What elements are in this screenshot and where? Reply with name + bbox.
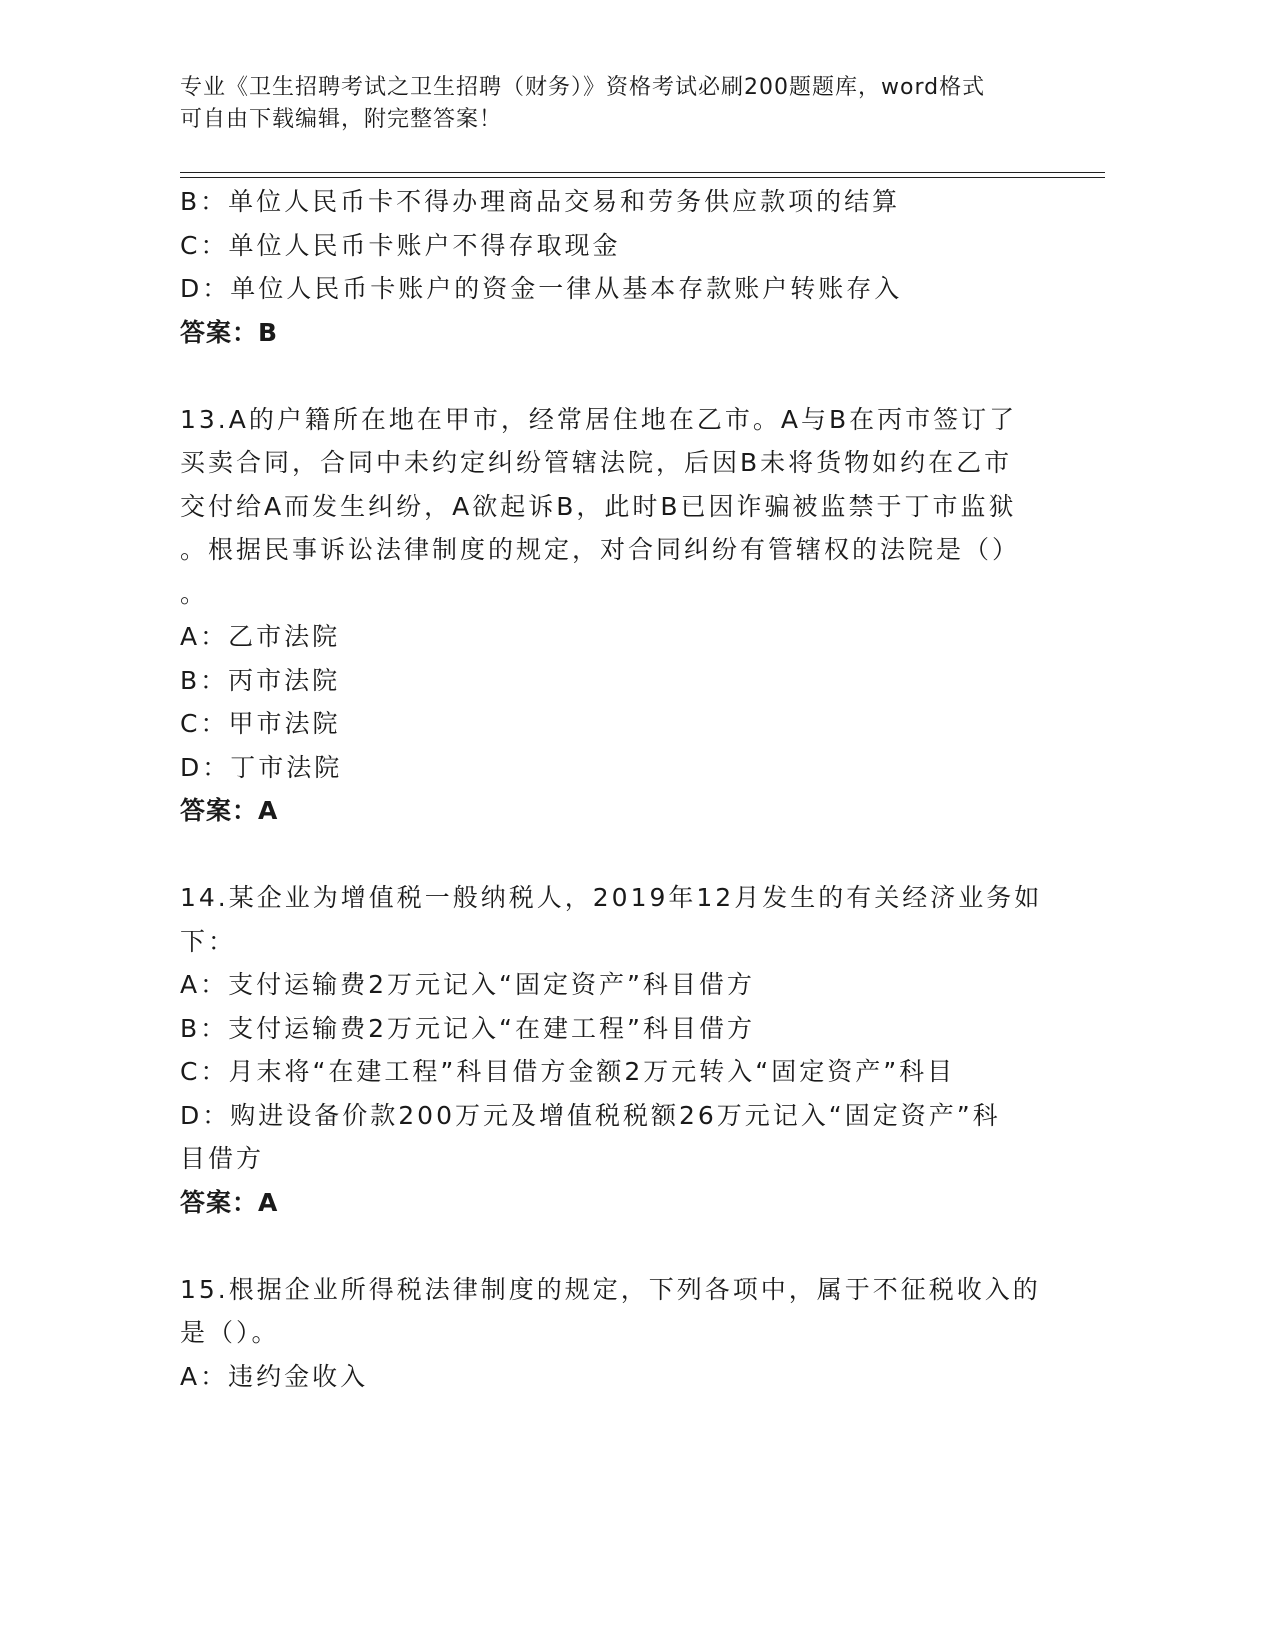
document-body (180, 180, 1050, 1398)
question-stem-line: 。根据民事诉讼法律制度的规定，对合同纠纷有管辖权的法院是（） (180, 535, 1021, 564)
document-header (180, 72, 1060, 136)
answer-line: 答案：A (180, 1187, 279, 1217)
question-15 (180, 1268, 1050, 1399)
option-d: D：丁市法院 (180, 752, 343, 782)
header-divider-top (180, 172, 1105, 173)
option-b: B：支付运输费2万元记入“在建工程”科目借方 (180, 1013, 755, 1043)
spacer (180, 1224, 1050, 1268)
option-c: C：月末将“在建工程”科目借方金额2万元转入“固定资产”科目 (180, 1057, 956, 1086)
question-stem-line: 15.根据企业所得税法律制度的规定，下列各项中，属于不征税收入的 (180, 1274, 1041, 1304)
option-a: A：支付运输费2万元记入“固定资产”科目借方 (180, 970, 755, 999)
question-stem-line: 是（）。 (180, 1318, 280, 1347)
option-d: D：单位人民币卡账户的资金一律从基本存款账户转账存入 (180, 274, 903, 303)
spacer (180, 833, 1050, 877)
answer-line: 答案：A (180, 796, 279, 825)
question-13 (180, 398, 1050, 833)
spacer (180, 354, 1050, 398)
answer-line: 答案：B (180, 317, 279, 347)
option-d: D：购进设备价款200万元及增值税税额26万元记入“固定资产”科 (180, 1100, 1001, 1130)
header-divider-bottom (180, 177, 1105, 178)
question-stem-line: 交付给A而发生纠纷，A欲起诉B，此时B已因诈骗被监禁于丁市监狱 (180, 491, 1017, 521)
question-stem-line: 14.某企业为增值税一般纳税人，2019年12月发生的有关经济业务如 (180, 883, 1043, 912)
option-b: B：单位人民币卡不得办理商品交易和劳务供应款项的结算 (180, 187, 901, 216)
question-stem-line: 13.A的户籍所在地在甲市，经常居住地在乙市。A与B在丙市签订了 (180, 404, 1018, 434)
question-12 (180, 180, 1050, 354)
question-stem-line: 买卖合同，合同中未约定纠纷管辖法院，后因B未将货物如约在乙市 (180, 448, 1013, 477)
question-14 (180, 876, 1050, 1224)
option-c: C：单位人民币卡账户不得存取现金 (180, 230, 621, 260)
option-c: C：甲市法院 (180, 709, 341, 738)
header-line-2: 可自由下载编辑，附完整答案！ (180, 107, 503, 132)
option-d-continued: 目借方 (180, 1144, 265, 1173)
option-b: B：丙市法院 (180, 665, 341, 695)
option-a: A：违约金收入 (180, 1361, 369, 1391)
question-stem-line: 下： (180, 926, 237, 956)
header-line-1: 专业《卫生招聘考试之卫生招聘（财务）》资格考试必刷200题题库，word格式 (180, 75, 986, 100)
question-stem-line: 。 (180, 578, 209, 608)
option-a: A：乙市法院 (180, 622, 341, 651)
